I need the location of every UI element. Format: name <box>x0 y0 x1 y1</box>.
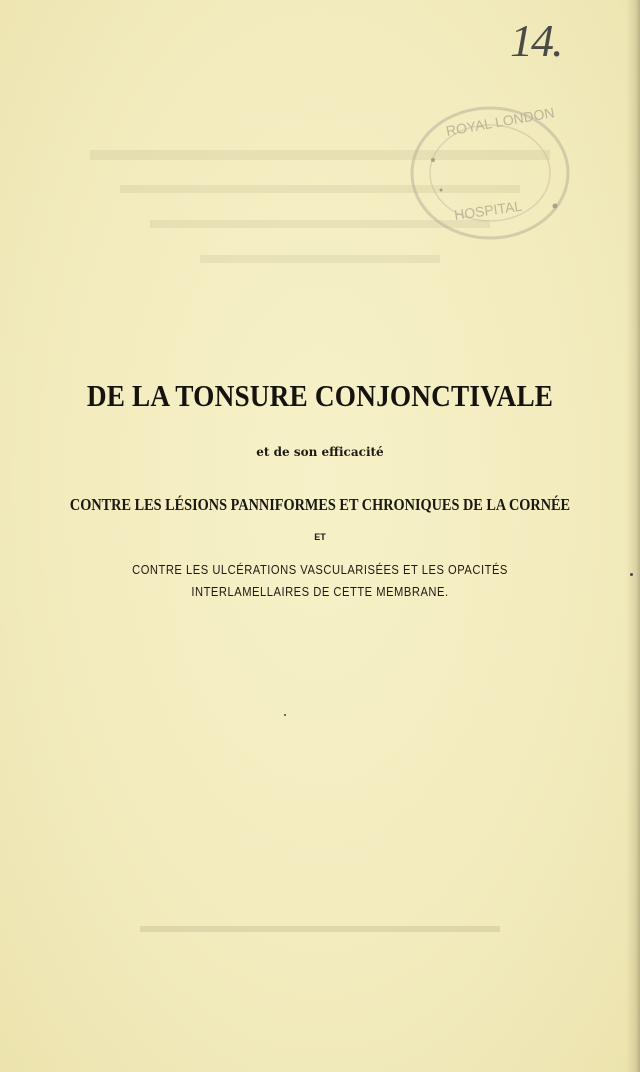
heading-line-2: CONTRE LES ULCÉRATIONS VASCULARISÉES ET LES OPACITÉS <box>132 562 508 577</box>
heading-line-1: CONTRE LES LÉSIONS PANNIFORMES ET CHRONIQUES DE LA CORNÉE <box>69 495 571 514</box>
paper-speck <box>284 714 286 716</box>
page-subtitle: et de son efficacité <box>256 445 384 459</box>
heading-conjunction: ET <box>314 532 326 542</box>
page-title: DE LA TONSURE CONJONCTIVALE <box>86 378 554 413</box>
svg-text:ROYAL LONDON: ROYAL LONDON <box>444 104 556 139</box>
heading-line-3: INTERLAMELLAIRES DE CETTE MEMBRANE. <box>191 584 449 599</box>
show-through-imprint <box>140 920 500 940</box>
handwritten-shelfmark: 14. <box>510 15 562 66</box>
library-stamp <box>405 98 575 248</box>
svg-text:HOSPITAL: HOSPITAL <box>453 197 523 223</box>
page-edge-shadow <box>626 0 640 1072</box>
